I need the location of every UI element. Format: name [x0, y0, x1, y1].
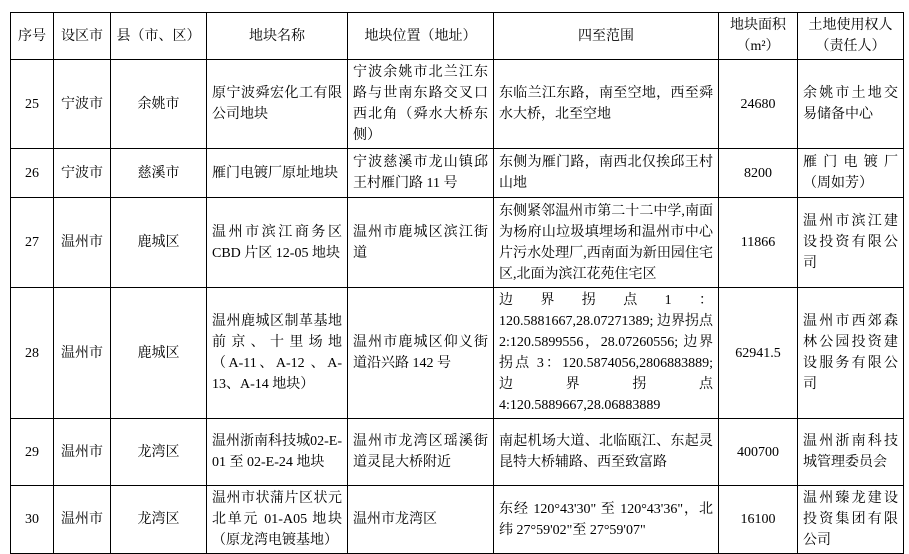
- cell-plot-name: 温州鹿城区制革基地前京、十里场地 （A-11、A-12 、A-13、A-14 地块）: [207, 288, 348, 419]
- cell-owner: 温州市西郊森林公园投资建设服务有限公司: [798, 288, 904, 419]
- cell-location: 温州市龙湾区: [348, 486, 494, 554]
- cell-owner: 温州臻龙建设投资集团有限公司: [798, 486, 904, 554]
- cell-plot-name: 温州市状蒲片区状元北单元 01-A05 地块（原龙湾电镀基地）: [207, 486, 348, 554]
- col-header-location: 地块位置（地址）: [348, 13, 494, 60]
- cell-serial: 28: [11, 288, 54, 419]
- cell-area: 62941.5: [719, 288, 798, 419]
- cell-area: 16100: [719, 486, 798, 554]
- cell-city: 宁波市: [54, 60, 111, 149]
- col-header-area: 地块面积（m²）: [719, 13, 798, 60]
- cell-city: 温州市: [54, 486, 111, 554]
- cell-serial: 25: [11, 60, 54, 149]
- col-header-plot-name: 地块名称: [207, 13, 348, 60]
- cell-serial: 27: [11, 198, 54, 288]
- land-plot-document: [10, 12, 904, 554]
- table-row: [11, 149, 904, 198]
- col-header-city: 设区市: [54, 13, 111, 60]
- cell-area: 24680: [719, 60, 798, 149]
- cell-plot-name: 雁门电镀厂原址地块: [207, 149, 348, 198]
- cell-area: 11866: [719, 198, 798, 288]
- cell-boundary: 东经 120°43'30" 至 120°43'36"，北纬 27°59'02"至 27°59'07": [494, 486, 719, 554]
- table-row: [11, 486, 904, 554]
- cell-county: 鹿城区: [111, 198, 207, 288]
- cell-county: 慈溪市: [111, 149, 207, 198]
- table-row: [11, 60, 904, 149]
- cell-owner: 雁门电镀厂（周如芳）: [798, 149, 904, 198]
- cell-owner: 温州市滨江建设投资有限公司: [798, 198, 904, 288]
- cell-plot-name: 温州浙南科技城02-E-01 至 02-E-24 地块: [207, 419, 348, 486]
- cell-city: 宁波市: [54, 149, 111, 198]
- col-header-owner: 土地使用权人（责任人）: [798, 13, 904, 60]
- cell-county: 鹿城区: [111, 288, 207, 419]
- col-header-county: 县（市、区）: [111, 13, 207, 60]
- cell-boundary: 边界拐点1：120.5881667,28.07271389; 边界拐点 2:120.5899556，28.07260556; 边界拐点 3：120.5874056,2806883889; 边界拐点 4:120.5889667,28.06883889: [494, 288, 719, 419]
- cell-city: 温州市: [54, 419, 111, 486]
- col-header-boundary: 四至范围: [494, 13, 719, 60]
- cell-plot-name: 温州市滨江商务区CBD 片区 12-05 地块: [207, 198, 348, 288]
- cell-boundary: 南起机场大道、北临瓯江、东起灵昆特大桥辅路、西至致富路: [494, 419, 719, 486]
- table-row: [11, 288, 904, 419]
- cell-location: 温州市龙湾区瑶溪街道灵昆大桥附近: [348, 419, 494, 486]
- cell-location: 宁波余姚市北兰江东路与世南东路交叉口西北角（舜水大桥东侧）: [348, 60, 494, 149]
- cell-area: 400700: [719, 419, 798, 486]
- cell-location: 温州市鹿城区滨江街道: [348, 198, 494, 288]
- cell-owner: 余姚市土地交易储备中心: [798, 60, 904, 149]
- cell-boundary: 东侧为雁门路，南西北仅挨邱王村山地: [494, 149, 719, 198]
- cell-city: 温州市: [54, 288, 111, 419]
- cell-area: 8200: [719, 149, 798, 198]
- cell-county: 余姚市: [111, 60, 207, 149]
- header-row: [11, 13, 904, 60]
- cell-location: 温州市鹿城区仰义街道沿兴路 142 号: [348, 288, 494, 419]
- cell-location: 宁波慈溪市龙山镇邱王村雁门路 11 号: [348, 149, 494, 198]
- cell-county: 龙湾区: [111, 486, 207, 554]
- cell-city: 温州市: [54, 198, 111, 288]
- cell-county: 龙湾区: [111, 419, 207, 486]
- col-header-serial: 序号: [11, 13, 54, 60]
- cell-plot-name: 原宁波舜宏化工有限公司地块: [207, 60, 348, 149]
- cell-serial: 26: [11, 149, 54, 198]
- cell-boundary: 东侧紧邻温州市第二十二中学,南面为杨府山垃圾填埋场和温州市中心片污水处理厂,西南面为新田园住宅区,北面为滨江花苑住宅区: [494, 198, 719, 288]
- table-row: [11, 419, 904, 486]
- cell-serial: 29: [11, 419, 54, 486]
- cell-owner: 温州浙南科技城管理委员会: [798, 419, 904, 486]
- cell-serial: 30: [11, 486, 54, 554]
- cell-boundary: 东临兰江东路，南至空地，西至舜水大桥，北至空地: [494, 60, 719, 149]
- table-row: [11, 198, 904, 288]
- land-plot-table: [10, 12, 904, 554]
